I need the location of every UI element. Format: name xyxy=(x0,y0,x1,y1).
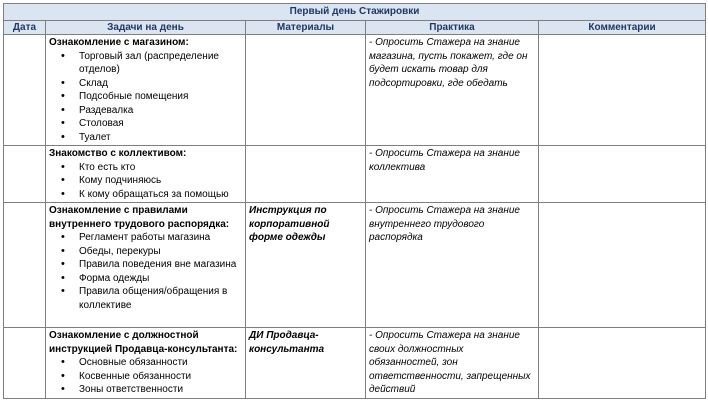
list-item: • Раздевалка xyxy=(79,104,242,118)
practice-cell: - Опросить Стажера на знание своих должностных обязанностей, зон ответственности, запрещенных действий xyxy=(366,328,539,399)
list-item: • Правила поведения вне магазина xyxy=(79,258,242,272)
list-item: • Зоны ответственности xyxy=(79,383,242,397)
materials-cell: Инструкция по корпоративной форме одежды xyxy=(246,203,366,328)
practice-cell: - Опросить Стажера на знание внутреннего трудового распорядка xyxy=(366,203,539,328)
comments-cell xyxy=(539,146,706,203)
task-bullets xyxy=(49,231,242,312)
list-item: • Форма одежды xyxy=(79,272,242,286)
table-row xyxy=(4,146,706,203)
comments-cell xyxy=(539,203,706,328)
list-item: • Правила общения/обращения в коллективе xyxy=(79,285,242,312)
internship-plan-table xyxy=(3,3,706,399)
table-row xyxy=(4,203,706,328)
task-title: Знакомство с коллективом: xyxy=(49,148,187,159)
materials-cell xyxy=(246,35,366,146)
list-item: • Столовая xyxy=(79,117,242,131)
list-item: • Подсобные помещения xyxy=(79,90,242,104)
table-title: Первый день Стажировки xyxy=(4,4,706,21)
comments-cell xyxy=(539,328,706,399)
date-cell xyxy=(4,35,46,146)
header-tasks: Задачи на день xyxy=(46,20,246,35)
list-item: • Кто есть кто xyxy=(79,161,242,175)
date-cell xyxy=(4,146,46,203)
table-row xyxy=(4,35,706,146)
header-comments: Комментарии xyxy=(539,20,706,35)
tasks-cell xyxy=(46,203,246,328)
list-item: • К кому обращаться за помощью xyxy=(79,188,242,202)
list-item: • Косвенные обязанности xyxy=(79,370,242,384)
task-title: Ознакомление с правилами внутреннего трудового распорядка: xyxy=(49,205,230,230)
tasks-cell xyxy=(46,35,246,146)
list-item: • Склад xyxy=(79,77,242,91)
header-practice: Практика xyxy=(366,20,539,35)
tasks-cell xyxy=(46,328,246,399)
practice-cell: - Опросить Стажера на знание магазина, пусть покажет, где он будет искать товар для подсортировки, где обедать xyxy=(366,35,539,146)
task-title: Ознакомление с должностной инструкцией Продавца-консультанта: xyxy=(49,330,238,355)
list-item: • Торговый зал (распределение отделов) xyxy=(79,50,242,77)
task-bullets xyxy=(49,356,242,397)
list-item: • Туалет xyxy=(79,131,242,145)
task-bullets xyxy=(49,50,242,145)
date-cell xyxy=(4,328,46,399)
materials-cell: ДИ Продавца-консультанта xyxy=(246,328,366,399)
practice-cell: - Опросить Стажера на знание коллектива xyxy=(366,146,539,203)
task-title: Ознакомление с магазином: xyxy=(49,37,189,48)
list-item: • Обеды, перекуры xyxy=(79,245,242,259)
list-item: • Кому подчиняюсь xyxy=(79,174,242,188)
task-bullets xyxy=(49,161,242,202)
date-cell xyxy=(4,203,46,328)
tasks-cell xyxy=(46,146,246,203)
materials-cell xyxy=(246,146,366,203)
header-date: Дата xyxy=(4,20,46,35)
list-item: • Регламент работы магазина xyxy=(79,231,242,245)
header-materials: Материалы xyxy=(246,20,366,35)
list-item: • Основные обязанности xyxy=(79,356,242,370)
comments-cell xyxy=(539,35,706,146)
table-row xyxy=(4,328,706,399)
